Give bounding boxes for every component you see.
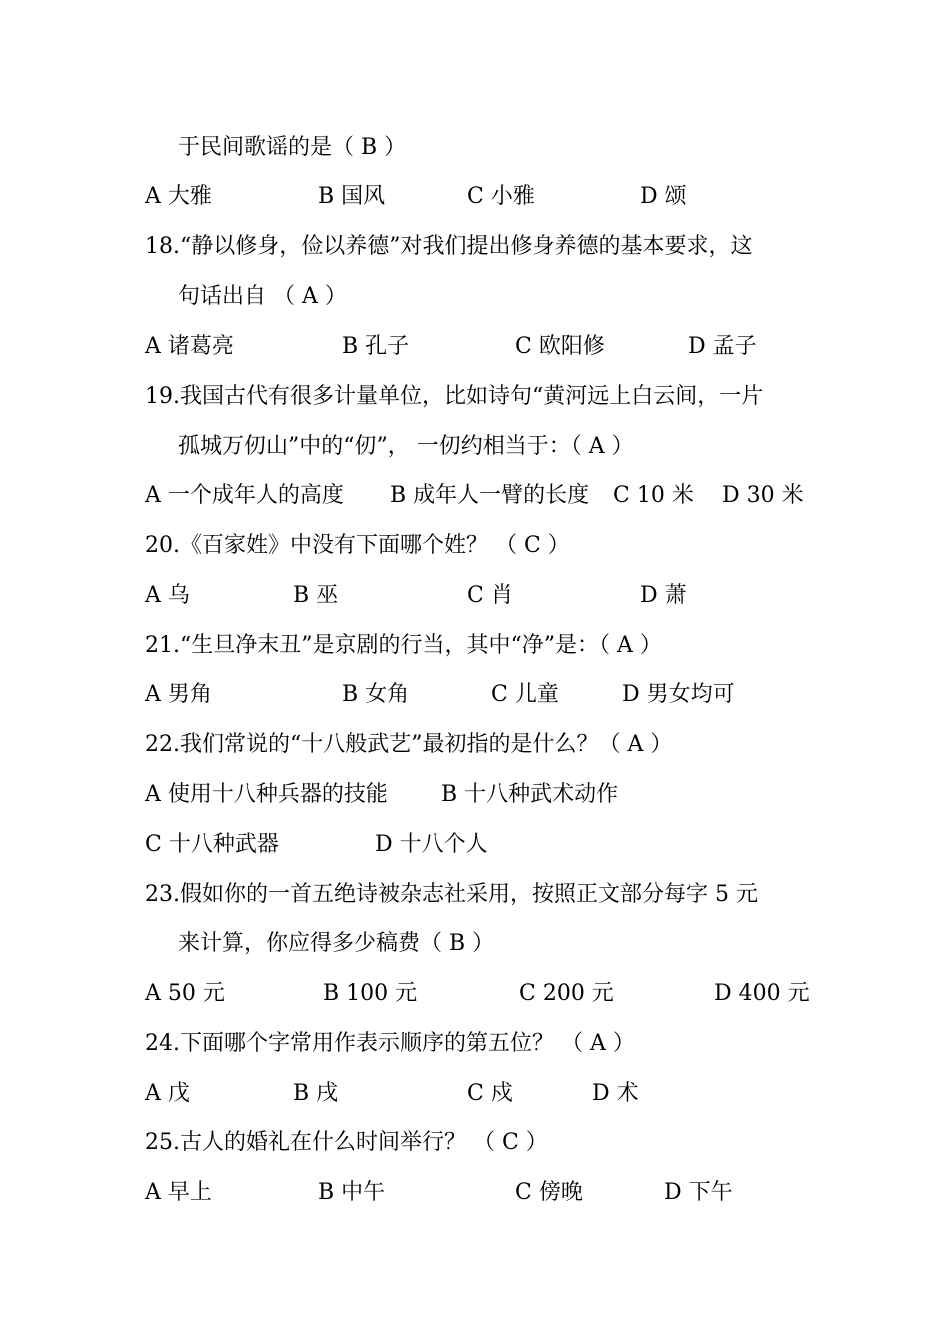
q24-option-c: C 戍 (467, 1081, 513, 1106)
q23-options (0, 974, 950, 1014)
q18-question-cont (0, 277, 950, 317)
q24-option-b: B 戌 (293, 1081, 339, 1106)
q20-options (0, 576, 950, 616)
q24-text-line1: 24.下面哪个字常用作表示顺序的第五位？ （ A ） (145, 1031, 635, 1056)
q21-option-b: B 女角 (342, 682, 410, 707)
q25-option-c: C 傍晚 (515, 1180, 583, 1205)
q25-options (0, 1173, 950, 1213)
q24-question (0, 1024, 950, 1064)
q17-option-d: D 颂 (640, 184, 687, 209)
q23-text-line2: 来计算，你应得多少稿费（ B ） (178, 931, 495, 956)
q19-option-c: C 10 米 (613, 483, 694, 508)
q18-option-a: A 诸葛亮 (145, 334, 234, 359)
q18-text-line2: 句话出自 （ A ） (178, 284, 347, 309)
q18-question (0, 227, 950, 267)
q22-options-row2 (0, 825, 950, 865)
q22-option-d: D 十八个人 (375, 832, 488, 857)
q21-option-a: A 男角 (145, 682, 212, 707)
q23-option-a: A 50 元 (145, 981, 225, 1006)
q17-text: 于民间歌谣的是（ B ） (178, 135, 407, 160)
q18-option-d: D 孟子 (688, 334, 757, 359)
q19-question-cont (0, 427, 950, 467)
q23-option-d: D 400 元 (714, 981, 810, 1006)
q21-option-d: D 男女均可 (622, 682, 735, 707)
q20-question (0, 526, 950, 566)
q19-options (0, 476, 950, 516)
q24-options (0, 1074, 950, 1114)
q23-question (0, 875, 950, 915)
q20-option-a: A 乌 (145, 583, 190, 608)
q24-option-a: A 戊 (145, 1081, 190, 1106)
q18-option-b: B 孔子 (342, 334, 410, 359)
q22-options-row1 (0, 775, 950, 815)
q24-option-d: D 术 (592, 1081, 639, 1106)
q22-option-c: C 十八种武器 (145, 832, 279, 857)
q25-question (0, 1123, 950, 1163)
q18-text-line1: 18.“静以修身，俭以养德”对我们提出修身养德的基本要求，这 (145, 234, 753, 259)
q17-option-b: B 国风 (318, 184, 386, 209)
q17-options (0, 177, 950, 217)
q22-option-a: A 使用十八种兵器的技能 (145, 782, 388, 807)
q20-option-d: D 萧 (640, 583, 687, 608)
q19-question (0, 377, 950, 417)
q19-text-line2: 孤城万仞山”中的“仞”， 一仞约相当于：（ A ） (178, 434, 634, 459)
q23-option-b: B 100 元 (323, 981, 418, 1006)
q18-options (0, 327, 950, 367)
q17-question-cont (0, 128, 950, 168)
q22-text-line1: 22.我们常说的“十八般武艺”最初指的是什么？（ A ） (145, 732, 673, 757)
q23-question-cont (0, 924, 950, 964)
q21-option-c: C 儿童 (491, 682, 559, 707)
q23-text-line1: 23.假如你的一首五绝诗被杂志社采用，按照正文部分每字 5 元 (145, 882, 758, 907)
q21-text-line1: 21.“生旦净末丑”是京剧的行当，其中“净”是：（ A ） (145, 633, 662, 658)
q22-option-b: B 十八种武术动作 (441, 782, 619, 807)
q19-option-a: A 一个成年人的高度 (145, 483, 344, 508)
q18-option-c: C 欧阳修 (515, 334, 605, 359)
q25-option-b: B 中午 (318, 1180, 386, 1205)
q25-text-line1: 25.古人的婚礼在什么时间举行？ （ C ） (145, 1130, 548, 1155)
q20-text-line1: 20.《百家姓》中没有下面哪个姓？ （ C ） (145, 533, 570, 558)
q20-option-c: C 肖 (467, 583, 513, 608)
q21-question (0, 626, 950, 666)
q19-option-b: B 成年人一臂的长度 (390, 483, 590, 508)
q25-option-a: A 早上 (145, 1180, 212, 1205)
q17-option-c: C 小雅 (467, 184, 535, 209)
q21-options (0, 675, 950, 715)
q19-option-d: D 30 米 (722, 483, 804, 508)
q20-option-b: B 巫 (293, 583, 339, 608)
q19-text-line1: 19.我国古代有很多计量单位，比如诗句“黄河远上白云间，一片 (145, 384, 764, 409)
q25-option-d: D 下午 (664, 1180, 733, 1205)
q17-option-a: A 大雅 (145, 184, 212, 209)
q22-question (0, 725, 950, 765)
q23-option-c: C 200 元 (519, 981, 614, 1006)
